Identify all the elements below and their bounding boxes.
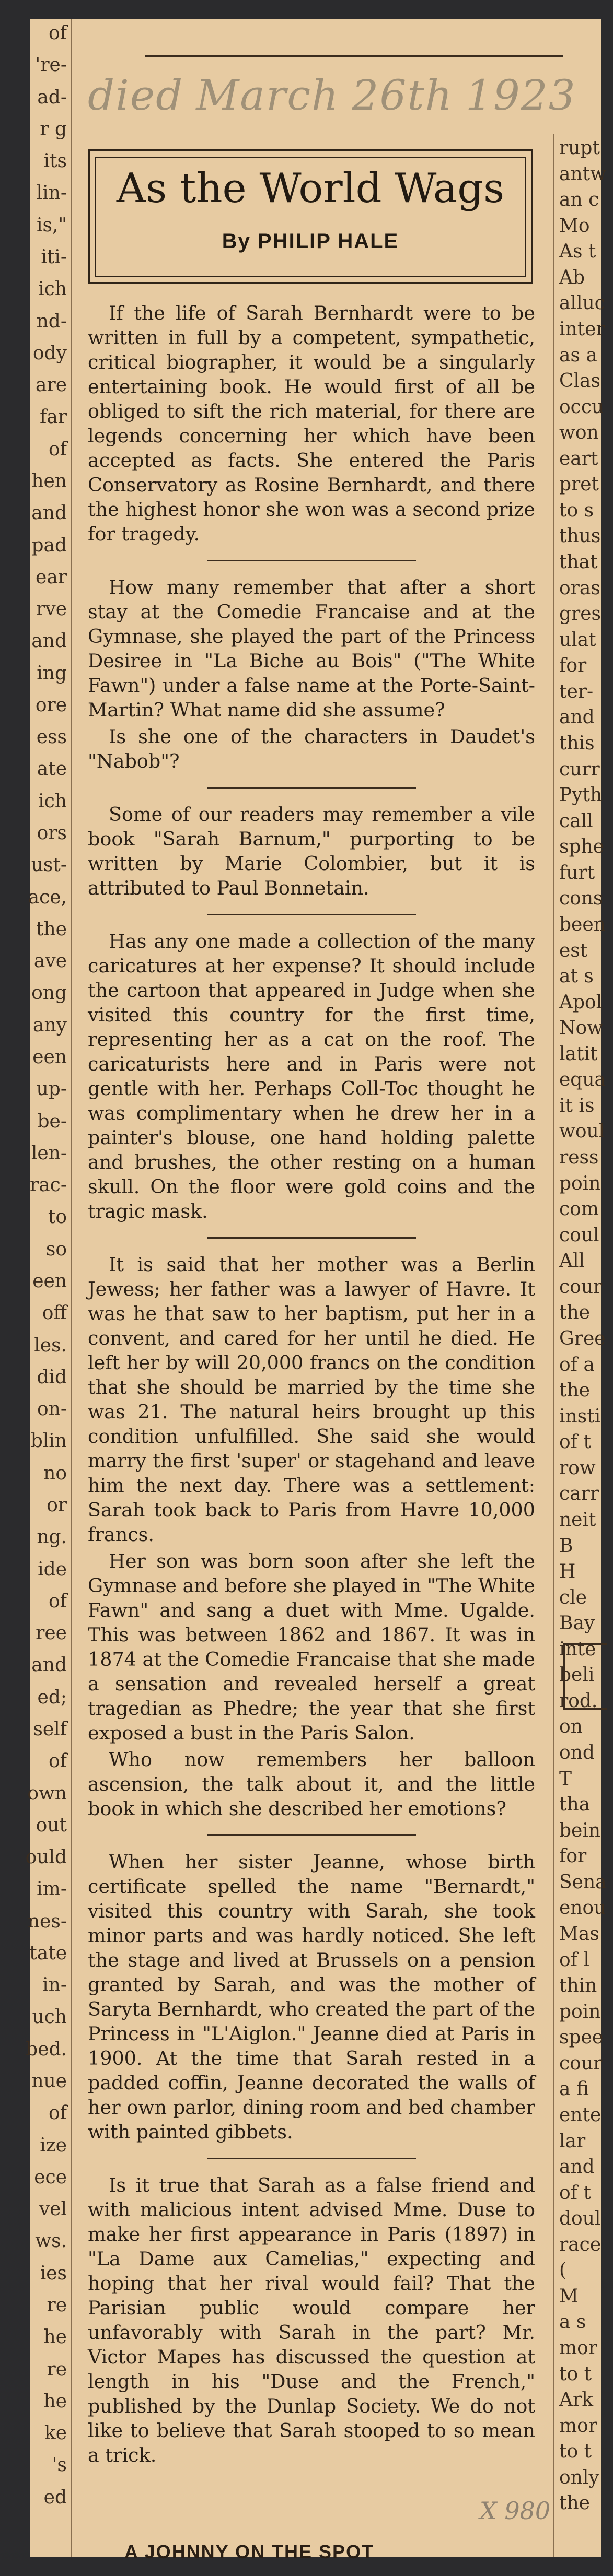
left-column-fragment: ear xyxy=(36,566,67,588)
right-column-fragment: ress xyxy=(559,1147,599,1169)
left-column-fragment: hen xyxy=(31,470,67,492)
right-column-fragment: Mas xyxy=(559,1923,599,1945)
left-column-fragment: he xyxy=(43,2326,67,2348)
right-column-fragment: ulat xyxy=(559,629,596,651)
right-column-fragment: Sena xyxy=(559,1871,607,1893)
right-column-fragment: curr xyxy=(559,758,600,780)
left-column-fragment: off xyxy=(42,1302,67,1324)
paragraph: When her sister Jeanne, whose birth certificate spelled the name "Bernardt," visited this country with Sarah, she took minor parts and was hardly noticed. She left the stage and lived at Brussels on a pension granted by Sarah, and was the mother of Saryta Bernhardt, who created the part of the Princess in "L'Aiglon." Jeanne died at Paris in 1900. At the time that Sarah rested in a padded coffin, Jeanne decorated the walls of her own parlor, dining room and bed chamber with painted gibbets. xyxy=(88,1851,535,2143)
right-column-fragment: insti xyxy=(559,1405,601,1427)
paragraph: Is she one of the characters in Daudet's "Nabob"? xyxy=(88,725,535,772)
left-column-fragment: ody xyxy=(32,342,67,364)
left-column-fragment: of xyxy=(49,1750,67,1772)
left-column-fragment: les. xyxy=(34,1334,67,1356)
left-column-fragment: ize xyxy=(40,2134,67,2156)
right-column-fragment: Apol xyxy=(559,991,603,1013)
section-divider xyxy=(207,914,416,915)
left-column-fragment: ree xyxy=(36,1622,67,1644)
left-column-fragment: ng. xyxy=(37,1526,67,1548)
right-column-fragment: the xyxy=(559,1380,590,1402)
right-column-fragment: rupt xyxy=(559,137,600,159)
right-column-fragment: spee xyxy=(559,2027,604,2049)
right-column-fragment: of t xyxy=(559,1431,591,1453)
left-column-fragment: on- xyxy=(37,1398,67,1420)
right-column-fragment: and xyxy=(559,2156,595,2178)
left-column-fragment: to xyxy=(48,1206,67,1228)
right-column-fragment: on xyxy=(559,1716,583,1738)
section-divider xyxy=(207,560,416,561)
right-column-fragment: Bay xyxy=(559,1613,595,1634)
right-column-fragment: inte xyxy=(559,1638,596,1660)
right-column-fragment: of a xyxy=(559,1354,595,1375)
right-column-fragment: eart xyxy=(559,448,598,469)
left-column-fragment: and xyxy=(31,502,67,524)
right-column-fragment: tha xyxy=(559,1794,591,1816)
left-column-fragment: the xyxy=(36,918,67,940)
right-column-fragment: All xyxy=(559,1250,585,1272)
left-column-fragment: ed; xyxy=(37,1686,67,1708)
right-column-fragment: T xyxy=(559,1768,572,1790)
left-column-fragment: any xyxy=(33,1014,67,1036)
right-column-fragment: Now xyxy=(559,1017,603,1039)
right-column-fragment: mor xyxy=(559,2415,598,2437)
right-column-fragment: of l xyxy=(559,1949,589,1971)
left-column-fragment: ace, xyxy=(28,886,67,908)
left-column-fragment: its xyxy=(43,150,67,172)
right-column-fragment: lar xyxy=(559,2130,586,2152)
right-column-fragment: won xyxy=(559,422,599,444)
pencil-mark: X 980 xyxy=(480,2497,551,2525)
handwritten-word: March xyxy=(196,71,340,120)
left-neighbor-column xyxy=(25,19,72,2557)
left-column-fragment: vel xyxy=(39,2198,67,2220)
handwritten-word: 1923 xyxy=(466,71,576,120)
right-column-fragment: poin xyxy=(559,2001,601,2022)
right-column-fragment: it is xyxy=(559,1095,595,1116)
right-column-fragment: this xyxy=(559,733,595,754)
right-column-fragment: row xyxy=(559,1457,596,1479)
paragraph: If the life of Sarah Bernhardt were to be written in full by a competent, sympathetic, critical biographer, it would be a singularly entertaining book. He would first of all be obliged to sift the rich material, for there are legends concerning her which have been accepted as facts. She entered the Paris Conservatory as Rosine Bernhardt, and there the highest honor she won was a second prize for tragedy. xyxy=(88,302,535,545)
left-column-fragment: ke xyxy=(44,2422,67,2444)
left-column-fragment: ing xyxy=(37,662,67,684)
left-column-fragment: be- xyxy=(37,1110,67,1132)
right-column-fragment: equa xyxy=(559,1069,606,1091)
right-column-fragment: that xyxy=(559,551,598,573)
right-column-fragment: as a xyxy=(559,344,597,366)
section-divider xyxy=(207,1834,416,1836)
left-column-fragment: did xyxy=(37,1366,67,1388)
left-column-fragment: or xyxy=(47,1494,67,1516)
right-column-fragment: Pyth xyxy=(559,784,603,806)
left-column-fragment: out xyxy=(36,1814,67,1836)
right-column-fragment: poin xyxy=(559,1172,601,1194)
right-column-fragment: M xyxy=(559,2285,579,2307)
left-column-fragment: and xyxy=(31,1654,67,1676)
paragraph: It is said that her mother was a Berlin Jewess; her father was a lawyer of Havre. It was he that saw to her baptism, put her in a convent, and cared for her until he died. He left her by will 20,000 francs on the condition that she should be married by the time she was 21. The natural heirs brought up this condition unfulfilled. She said she would marry the first 'super' or stagehand and leave him the next day. There was a settlement: Sarah took back to Paris from Havre 10,000 francs. xyxy=(88,1253,535,1546)
left-column-fragment: 's xyxy=(52,2454,67,2476)
left-column-fragment: of xyxy=(49,1590,67,1612)
right-column-fragment: woul xyxy=(559,1121,605,1143)
right-column-fragment: furt xyxy=(559,862,595,884)
left-column-fragment: tate xyxy=(29,1942,67,1964)
section-divider xyxy=(207,2158,416,2159)
paragraph: Has any one made a collection of the many caricatures at her expense? It should include the cartoon that appeared in Judge when she visited this country for the first time, representing her as a cat on the roof. The caricaturists here and in Paris were not gentle with her. Perhaps Coll-Toc thought he was complimentary when he drew her in a painter's blouse, one hand holding palette and brushes, the other resting on a human skull. On the floor were gold coins and the tragic mask. xyxy=(88,930,535,1222)
left-column-fragment: ide xyxy=(38,1558,67,1580)
right-column-fragment: ente xyxy=(559,2104,602,2126)
left-column-fragment: pad xyxy=(31,534,67,556)
right-column-box xyxy=(563,1643,607,1710)
right-column-fragment: ( xyxy=(559,2260,567,2281)
right-column-fragment: pret xyxy=(559,474,599,496)
left-column-fragment: is," xyxy=(37,214,67,236)
right-column-fragment: neit xyxy=(559,1509,596,1531)
section-divider xyxy=(207,787,416,789)
left-column-fragment: rve xyxy=(36,598,67,620)
left-column-fragment: ies xyxy=(40,2262,67,2284)
handwritten-death-note xyxy=(88,71,589,120)
right-column-fragment: a fi xyxy=(559,2078,589,2100)
left-column-fragment: een xyxy=(32,1046,67,1068)
left-column-fragment: ust- xyxy=(31,854,67,876)
right-column-fragment: ter- xyxy=(559,680,594,702)
paragraph: Some of our readers may remember a vile book "Sarah Barnum," purporting to be written by Marie Colombier, but it is attributed to Paul Bonnetain. xyxy=(88,803,535,899)
left-column-fragment: ess xyxy=(36,726,67,748)
right-column-fragment: cour xyxy=(559,2052,603,2074)
right-column-fragment: com xyxy=(559,1198,599,1220)
right-column-fragment: for xyxy=(559,655,587,677)
left-column-fragment: ate xyxy=(37,758,67,780)
left-column-fragment: of xyxy=(49,438,67,460)
left-column-fragment: he xyxy=(43,2390,67,2412)
left-column-fragment: nd- xyxy=(36,310,67,332)
left-column-fragment: r g xyxy=(40,118,67,140)
right-column-fragment: the xyxy=(559,2492,590,2514)
left-column-fragment: lin- xyxy=(36,182,67,204)
top-rule xyxy=(145,55,563,57)
right-column-fragment: Ark xyxy=(559,2389,594,2411)
right-column-fragment: an c xyxy=(559,189,599,211)
left-column-fragment: nes- xyxy=(27,1910,67,1932)
newspaper-clipping xyxy=(25,19,607,2562)
left-column-fragment: so xyxy=(45,1238,67,1260)
left-column-fragment: iti- xyxy=(41,246,67,268)
right-column-fragment: a s xyxy=(559,2311,586,2333)
right-column-fragment: antw xyxy=(559,163,606,185)
right-column-fragment: bein xyxy=(559,1819,601,1841)
left-column-fragment: len- xyxy=(31,1142,67,1164)
right-column-fragment: beli xyxy=(559,1664,595,1686)
right-neighbor-column xyxy=(553,134,607,2557)
right-column-fragment: and xyxy=(559,707,595,728)
right-column-fragment: alluc xyxy=(559,292,605,314)
right-column-fragment: enou xyxy=(559,1897,606,1919)
left-column-fragment: up- xyxy=(36,1078,67,1100)
right-column-fragment: at s xyxy=(559,966,594,987)
left-column-fragment: blin xyxy=(30,1430,67,1452)
next-article-headline: A JOHNNY ON THE SPOT xyxy=(124,2541,375,2562)
right-column-fragment: been xyxy=(559,913,606,935)
left-column-fragment: ed xyxy=(43,2486,67,2508)
right-column-fragment: H xyxy=(559,1561,576,1583)
right-column-fragment: coul xyxy=(559,1224,599,1246)
left-column-fragment: and xyxy=(31,630,67,652)
handwritten-word: 26th xyxy=(352,71,454,120)
column-title: As the World Wags xyxy=(116,165,505,212)
left-column-fragment: are xyxy=(36,374,67,396)
left-column-fragment: ich xyxy=(38,790,67,812)
right-column-fragment: mor xyxy=(559,2337,598,2359)
paragraph: Who now remembers her balloon ascension, the talk about it, and the little book in which she described her emotions? xyxy=(88,1748,535,1820)
left-column-fragment: of xyxy=(49,22,67,44)
section-divider xyxy=(207,1237,416,1239)
left-column-fragment: far xyxy=(40,406,67,428)
right-column-fragment: B xyxy=(559,1535,573,1557)
left-column-fragment: ad- xyxy=(37,86,67,108)
paragraph: Her son was born soon after she left the Gymnase and before she played in "The White Fawn" and sang a duet with Mme. Ugalde. This was between 1862 and 1867. It was in 1874 at the Comedie Francaise that she made a sensation and revealed herself a great tragedian as Phedre; the year that she first exposed a bust in the Paris Salon. xyxy=(88,1550,535,1744)
left-column-fragment: ore xyxy=(35,694,67,716)
left-column-fragment: ong xyxy=(31,982,67,1004)
left-column-fragment: own xyxy=(27,1782,67,1804)
right-column-fragment: sphe xyxy=(559,836,605,858)
column-header xyxy=(88,149,533,284)
handwritten-word: died xyxy=(88,71,184,120)
right-column-fragment: thin xyxy=(559,1975,597,1997)
left-column-fragment: of xyxy=(49,2102,67,2124)
right-column-fragment: est xyxy=(559,939,588,961)
right-column-fragment: of t xyxy=(559,2182,591,2204)
paragraph: Is it true that Sarah as a false friend and with malicious intent advised Mme. Duse to make her first appearance in Paris (1897) in "La Dame aux Camelias," expecting and hoping that her rival would fail? That the Parisian public would compare her unfavorably with Sarah in the part? Mr. Victor Mapes has discussed the question at length in his "Duse and the French," published by the Dunlap Society. We do not like to believe that Sarah stooped to so mean a trick. xyxy=(88,2174,535,2466)
right-column-fragment: thus xyxy=(559,525,601,547)
right-column-fragment: rod. xyxy=(559,1690,598,1712)
left-column-fragment: self xyxy=(33,1718,67,1740)
right-column-fragment: As t xyxy=(559,241,596,263)
left-column-fragment: ece xyxy=(34,2166,67,2188)
left-column-fragment: re xyxy=(47,2358,67,2380)
right-column-fragment: gres xyxy=(559,603,602,625)
left-column-fragment: ws. xyxy=(35,2230,67,2252)
left-column-fragment: 're- xyxy=(35,54,67,76)
left-column-fragment: ave xyxy=(33,950,67,972)
left-column-fragment: nue xyxy=(31,2071,67,2092)
right-column-fragment: for xyxy=(559,1845,587,1867)
right-column-fragment: race xyxy=(559,2233,602,2255)
left-column-fragment: uch xyxy=(32,2006,67,2028)
right-column-fragment: cour xyxy=(559,1276,603,1298)
left-column-fragment: no xyxy=(43,1462,67,1484)
left-column-fragment: een xyxy=(32,1271,67,1292)
left-column-fragment: ors xyxy=(37,822,67,844)
right-column-fragment: to t xyxy=(559,2363,592,2385)
left-column-fragment: im- xyxy=(37,1878,67,1900)
left-column-fragment: bed. xyxy=(26,2038,67,2060)
left-column-fragment: in- xyxy=(42,1974,67,1996)
right-column-fragment: the xyxy=(559,1302,590,1324)
article-body xyxy=(88,301,535,2469)
left-column-fragment: ich xyxy=(38,278,67,300)
paragraph: How many remember that after a short stay at the Comedie Francaise and at the Gymnase, she played the part of the Princess Desiree in "La Biche au Bois" ("The White Fawn") under a false name at the Porte-Saint-Martin? What name did she assume? xyxy=(88,576,535,721)
right-column-fragment: cle xyxy=(559,1586,587,1608)
right-column-fragment: Gree xyxy=(559,1328,606,1349)
byline: By PHILIP HALE xyxy=(222,230,399,253)
right-column-fragment: ond xyxy=(559,1742,595,1764)
right-column-fragment: carr xyxy=(559,1483,599,1505)
right-column-fragment: Mo xyxy=(559,215,590,237)
right-column-fragment: Ab xyxy=(559,266,585,288)
right-column-fragment: occu xyxy=(559,396,604,418)
right-column-fragment: cons xyxy=(559,888,603,910)
right-column-fragment: to s xyxy=(559,499,594,521)
right-column-fragment: only xyxy=(559,2466,599,2488)
right-column-fragment: latit xyxy=(559,1043,598,1065)
left-column-fragment: rac- xyxy=(30,1174,67,1196)
right-column-fragment: inter xyxy=(559,318,605,340)
right-column-fragment: call xyxy=(559,810,593,832)
right-column-fragment: to t xyxy=(559,2441,592,2463)
right-column-fragment: Clas xyxy=(559,370,600,392)
left-column-fragment: ould xyxy=(25,1846,67,1868)
right-column-fragment: doul xyxy=(559,2208,601,2230)
left-column-fragment: re xyxy=(47,2295,67,2316)
right-column-fragment: oras xyxy=(559,577,600,599)
